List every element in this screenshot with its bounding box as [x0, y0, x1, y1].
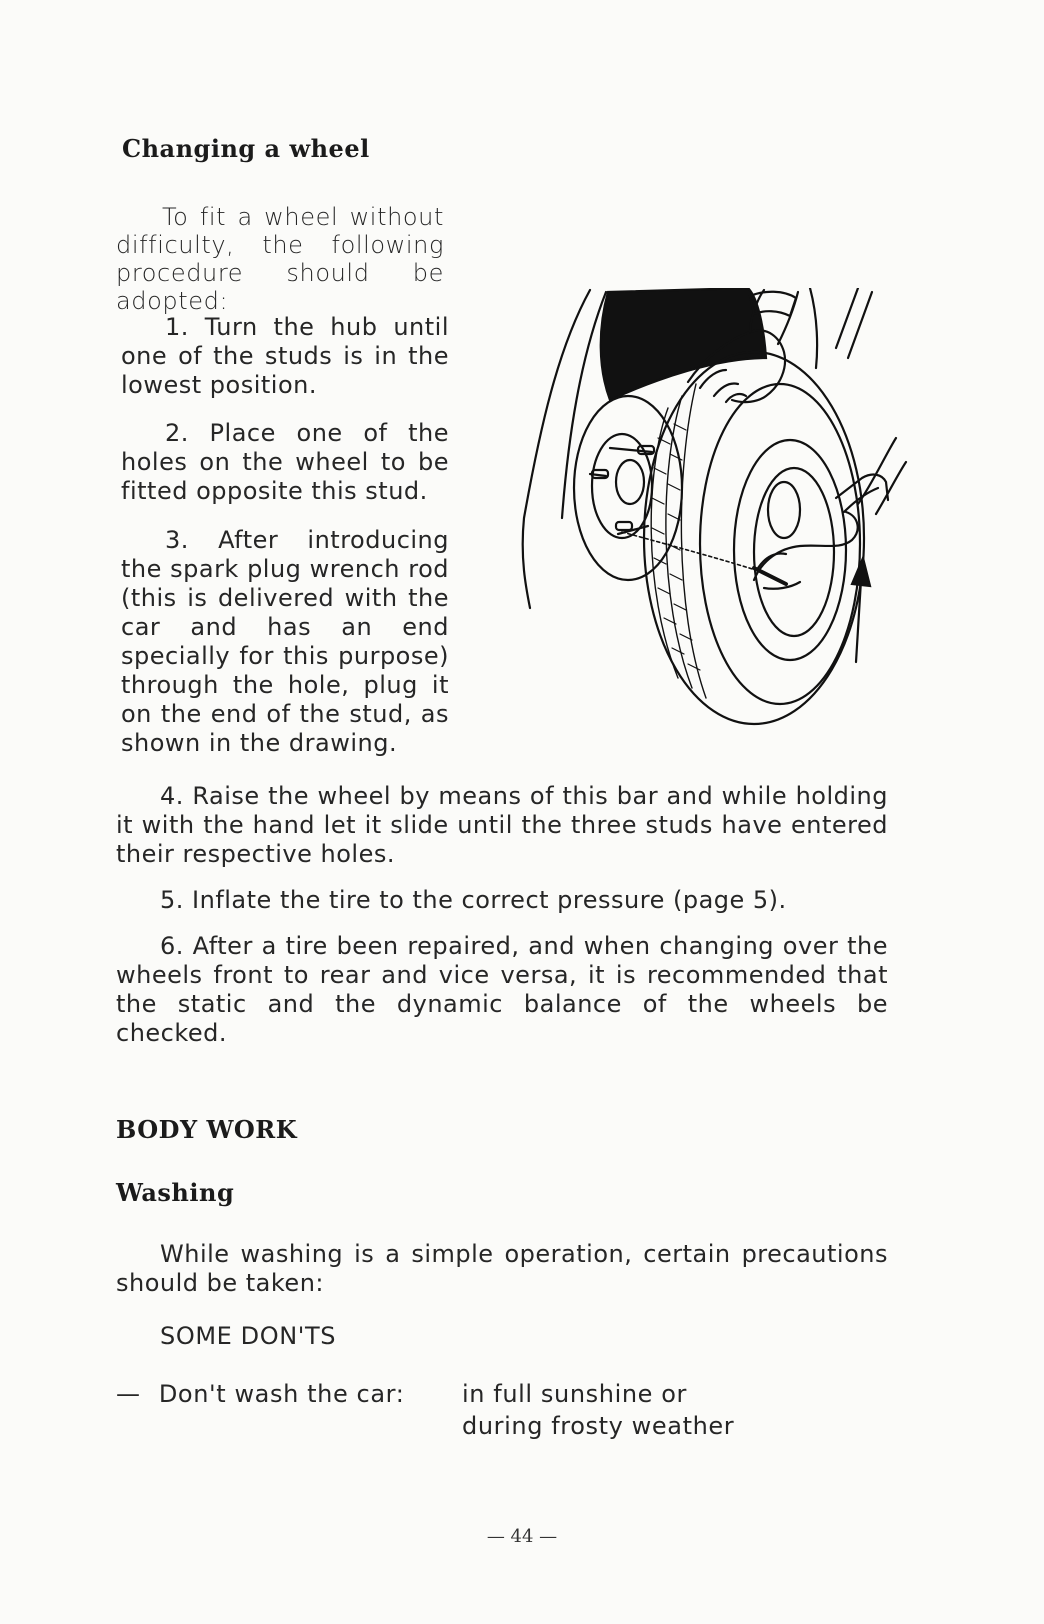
- step-2-text: 2. Place one of the holes on the wheel to be fitted opposite this stud.: [121, 419, 449, 505]
- intro-text: To fit a wheel without difficulty, the following procedure should be adopted:: [116, 203, 444, 315]
- step-4: [116, 782, 888, 869]
- intro-paragraph: [116, 203, 444, 315]
- dont-condition-1: in full sunshine or: [462, 1380, 687, 1408]
- step-4-text: 4. Raise the wheel by means of this bar and while holding it with the hand let it slide until the three studs have entered their respective holes.: [116, 782, 888, 868]
- dont-item-dash: —: [116, 1380, 141, 1408]
- step-2: [121, 419, 449, 506]
- washing-intro-text: While washing is a simple operation, certain precautions should be taken:: [116, 1240, 888, 1297]
- step-1: [121, 313, 449, 400]
- step-6-text: 6. After a tire been repaired, and when changing over the wheels front to rear and vice versa, it is recommended that the static and the dynamic balance of the wheels be checked.: [116, 932, 888, 1047]
- page-number: — 44 —: [486, 1526, 558, 1547]
- step-1-text: 1. Turn the hub until one of the studs is in the lowest position.: [121, 313, 449, 399]
- washing-heading: Washing: [116, 1178, 235, 1207]
- dont-item-label: Don't wash the car:: [158, 1380, 405, 1408]
- donts-heading: SOME DON'TS: [160, 1322, 337, 1350]
- body-work-heading: BODY WORK: [116, 1115, 298, 1144]
- wheel-fitting-illustration: [518, 288, 910, 748]
- wheel-drawing-icon: [518, 288, 910, 748]
- step-3: [121, 526, 449, 758]
- step-5-text: 5. Inflate the tire to the correct pressure (page 5).: [160, 886, 787, 914]
- washing-intro-paragraph: [116, 1240, 888, 1298]
- dont-condition-2: during frosty weather: [462, 1412, 735, 1440]
- step-5: [116, 886, 888, 915]
- section-heading-changing-wheel: Changing a wheel: [122, 134, 370, 163]
- step-3-text: 3. After introducing the spark plug wrench rod (this is delivered with the car and has an end specially for this purpose) through the hole, plug it on the end of the stud, as shown in the drawing.: [121, 526, 449, 757]
- step-6: [116, 932, 888, 1048]
